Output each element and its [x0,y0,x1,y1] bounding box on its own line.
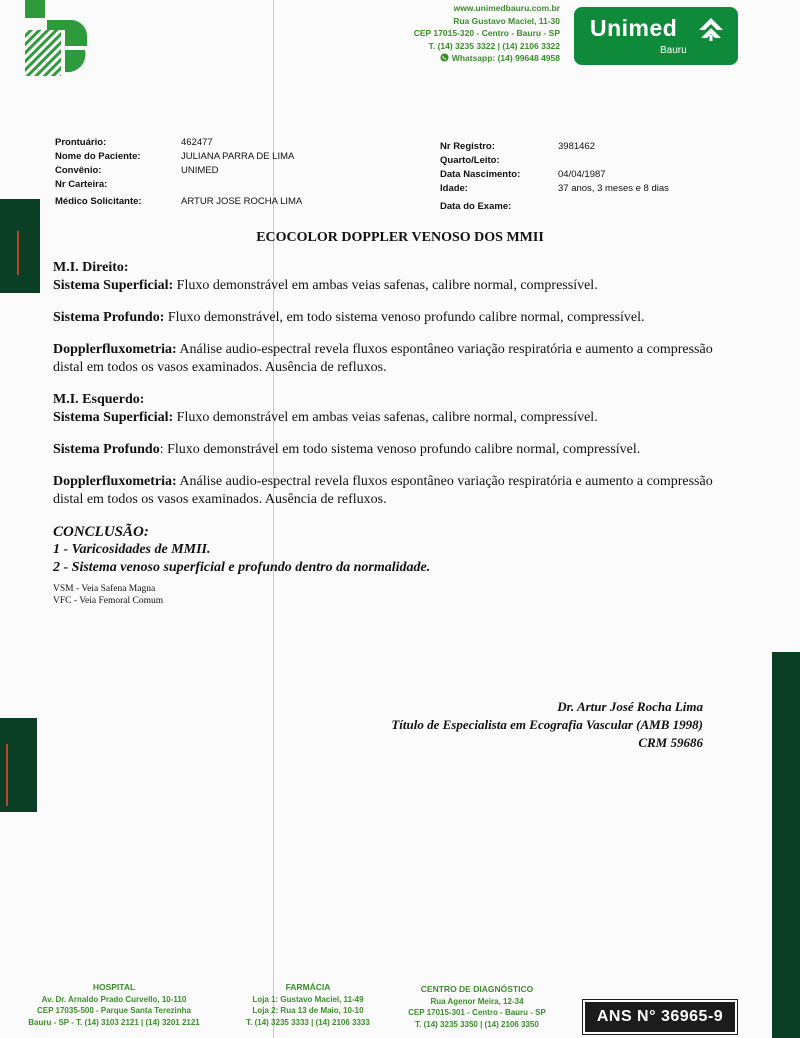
left-deep-text: : Fluxo demonstrável em todo sistema venoso profundo calibre normal, compressível. [159,442,641,457]
right-superficial-text: Fluxo demonstrável em ambas veias safenas, calibre normal, compressível. [173,278,598,293]
patient-info-labels-left [55,136,142,209]
right-limb-heading: M.I. Direito: [53,260,129,275]
signature-block [391,698,703,752]
patient-info-values-right [558,140,669,200]
ans-registration-badge: ANS N° 36965-9 [583,1000,737,1034]
footer-farmacia-line3: T. (14) 3235 3333 | (14) 2106 3333 [246,1017,370,1027]
patient-name-value: JULIANA PARRA DE LIMA [181,151,295,162]
convenio-label: Convênio: [55,165,102,176]
header-cep: CEP 17015-320 - Centro - Bauru - SP [413,28,560,38]
carteira-value [181,178,302,192]
footer-diagnostico-line1: Rua Agenor Meira, 12-34 [430,996,524,1006]
footer-diagnostico-line3: T. (14) 3235 3350 | (14) 2106 3350 [415,1019,539,1029]
binder-tab-right [772,652,800,1038]
footer-hospital-heading: HOSPITAL [92,982,136,992]
right-deep-text: Fluxo demonstrável, em todo sistema venoso profundo calibre normal, compressível. [164,310,645,325]
quarto-value [558,154,669,168]
footer-hospital-line3: Bauru - SP - T. (14) 3103 2121 | (14) 3201 2121 [28,1017,200,1027]
nascimento-label: Data Nascimento: [440,169,521,180]
doctor-title: Título de Especialista em Ecografia Vascular (AMB 1998) [391,717,703,732]
left-limb-heading: M.I. Esquerdo: [53,392,145,407]
header-contact-block [414,2,560,65]
binder-tab-left-top [0,199,40,293]
unimed-logo-mark-icon [25,0,87,78]
right-doppler-text: Análise audio-espectral revela fluxos espontâneo variação respiratória e aumento a compressão distal em todos os vasos examinados. Ausência de refluxos. [53,342,713,375]
footer-diagnostico-line2: CEP 17015-301 - Centro - Bauru - SP [408,1008,546,1017]
prontuario-value: 462477 [181,137,213,148]
patient-info-values-left [181,136,302,209]
right-superficial-paragraph [53,277,743,295]
left-doppler-text: Análise audio-espectral revela fluxos espontâneo variação respiratória e aumento a compressão distal em todos os vasos examinados. Ausência de refluxos. [53,474,713,507]
doctor-crm: CRM 59686 [638,735,703,750]
header-phone: T. (14) 3235 3322 | (14) 2106 3322 [428,40,560,51]
footer-farmacia [228,982,388,1028]
nascimento-value: 04/04/1987 [558,169,606,180]
report-title: ECOCOLOR DOPPLER VENOSO DOS MMII [256,230,544,245]
brand-city: Bauru [660,45,687,56]
right-deep-paragraph [53,309,743,327]
header-whatsapp-row [440,52,560,65]
doctor-name: Dr. Artur José Rocha Lima [557,699,703,714]
idade-label: Idade: [440,183,468,194]
patient-info-labels-right [440,140,520,214]
footer-hospital-line1: Av. Dr. Arnaldo Prado Curvello, 10-110 [41,994,187,1004]
footer-hospital [14,982,214,1028]
quarto-label: Quarto/Leito: [440,155,500,166]
right-doppler-label: Dopplerfluxometria: [53,342,177,357]
left-deep-label: Sistema Profundo [53,442,160,457]
registro-value: 3981462 [558,141,595,152]
idade-value: 37 anos, 3 meses e 8 dias [558,183,669,194]
convenio-value: UNIMED [181,165,219,176]
footer-diagnostico-heading: CENTRO DE DIAGNÓSTICO [420,984,534,994]
abbreviation-vfc: VFC - Veia Femoral Comum [53,596,164,606]
prontuario-label: Prontuário: [55,137,107,148]
left-doppler-label: Dopplerfluxometria: [53,474,177,489]
unimed-brand-logo [574,7,738,65]
brand-name: Unimed [590,15,678,41]
whatsapp-icon [440,53,449,62]
exame-label: Data do Exame: [440,201,512,212]
carteira-label: Nr Carteira: [55,179,108,190]
conclusion-heading: CONCLUSÃO: [53,524,149,540]
conclusion-item-2: 2 - Sistema venoso superficial e profundo dentro da normalidade. [53,560,431,575]
footer-farmacia-line1: Loja 1: Gustavo Maciel, 11-49 [252,994,364,1004]
right-superficial-label: Sistema Superficial: [53,278,174,293]
website-link[interactable]: www.unimedbauru.com.br [453,3,560,13]
left-superficial-paragraph [53,409,743,427]
binder-tab-left-bottom [0,718,37,812]
left-deep-paragraph [53,441,743,459]
unimed-tree-icon [698,17,724,41]
right-doppler-paragraph [53,341,743,377]
header-whatsapp: Whatsapp: (14) 99648 4958 [451,53,560,63]
footer-diagnostico [392,984,562,1030]
footer-farmacia-heading: FARMÁCIA [285,982,331,992]
footer-hospital-line2: CEP 17035-500 - Parque Santa Terezinha [37,1006,191,1015]
left-superficial-text: Fluxo demonstrável em ambas veias safenas, calibre normal, compressível. [173,410,598,425]
header-address: Rua Gustavo Maciel, 11-30 [453,15,560,26]
registro-label: Nr Registro: [440,141,495,152]
conclusion-item-1: 1 - Varicosidades de MMII. [53,542,211,557]
report-body [53,259,743,607]
left-superficial-label: Sistema Superficial: [53,410,174,425]
left-doppler-paragraph [53,473,743,509]
medico-label: Médico Solicitante: [55,196,142,207]
patient-name-label: Nome do Paciente: [55,151,141,162]
right-deep-label: Sistema Profundo: [53,310,165,325]
footer-farmacia-line2: Loja 2: Rua 13 de Maio, 10-10 [252,1006,364,1015]
abbreviation-vsm: VSM - Veia Safena Magna [53,584,156,594]
medico-value: ARTUR JOSE ROCHA LIMA [181,196,303,207]
